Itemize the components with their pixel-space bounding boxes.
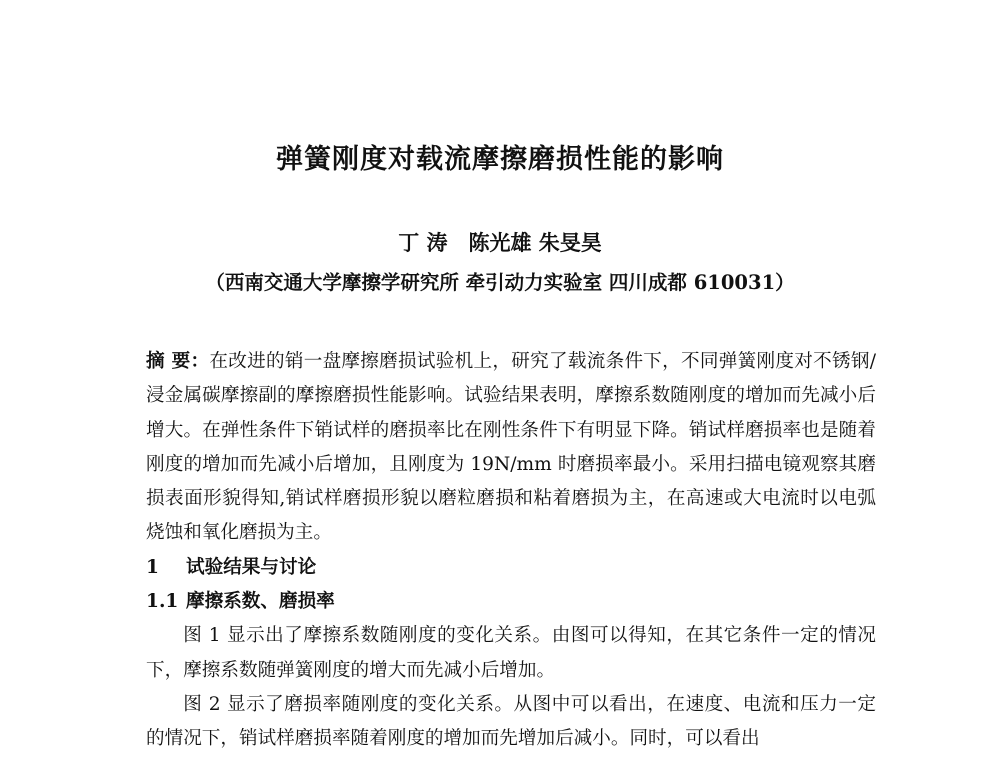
body-paragraph-2: 图 2 显示了磨损率随刚度的变化关系。从图中可以看出，在速度、电流和压力一定的情况下，销试样磨损率随着刚度的增加而先增加后减小。同时，可以看出	[146, 693, 876, 750]
paper-body	[146, 345, 876, 757]
section-title-1: 试验结果与讨论	[186, 556, 317, 578]
abstract-label: 摘 要：	[146, 351, 210, 372]
author-affiliation: （西南交通大学摩擦学研究所 牵引动力实验室 四川成都 610031）	[205, 271, 795, 294]
abstract-text: 在改进的销一盘摩擦磨损试验机上，研究了载流条件下，不同弹簧刚度对不锈钢/浸金属碳摩擦副的摩擦磨损性能影响。试验结果表明，摩擦系数随刚度的增加而先减小后增大。在弹性条件下销试样的磨损率比在刚性条件下有明显下降。销试样磨损率也是随着刚度的增加而先减小后增加，且刚度为 19N/mm 时磨损率最小。采用扫描电镜观察其磨损表面形貌得知,销试样磨损形貌以磨粒磨损和粘着磨损为主，在高速或大电流时以电弧烧蚀和氧化磨损为主。	[146, 351, 876, 544]
paper-title: 弹簧刚度对载流摩擦磨损性能的影响	[276, 144, 724, 175]
section-title-1-1: 摩擦系数、磨损率	[186, 591, 335, 613]
section-number-1: 1	[146, 556, 159, 578]
body-paragraph-1: 图 1 显示出了摩擦系数随刚度的变化关系。由图可以得知，在其它条件一定的情况下，摩擦系数随弹簧刚度的增大而先减小后增加。	[146, 625, 876, 681]
section-heading-1-1	[146, 585, 876, 619]
section-number-1-1: 1.1	[146, 591, 179, 613]
section-heading-1	[146, 551, 876, 585]
author-list: 丁 涛 陈光雄 朱旻昊	[398, 230, 602, 255]
abstract	[146, 345, 876, 551]
